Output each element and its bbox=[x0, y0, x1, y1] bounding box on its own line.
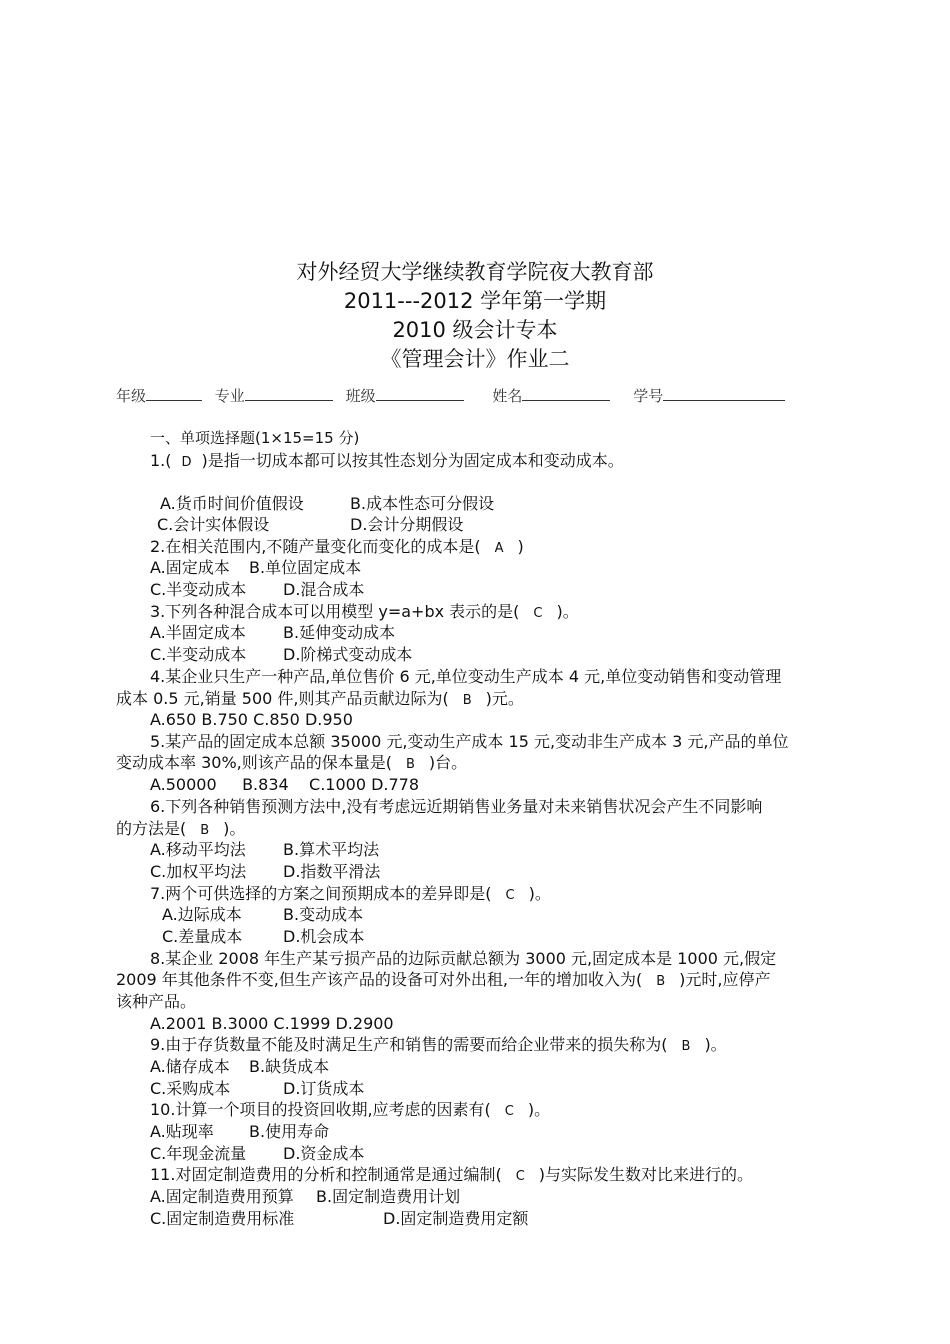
q11-option-b: B.固定制造费用计划 bbox=[316, 1187, 461, 1206]
q1-option-c: C.会计实体假设 bbox=[157, 515, 270, 534]
q7-option-c: C.差量成本 bbox=[162, 927, 243, 946]
semester-title: 2011---2012 学年第一学期 bbox=[343, 289, 607, 313]
answer-7: C bbox=[505, 888, 515, 903]
q7-option-b: B.变动成本 bbox=[283, 905, 364, 924]
question-4-line-2: 成本 0.5 元,销量 500 件,则其产品贡献边际为( B )元。 bbox=[116, 689, 524, 708]
question-6-line-1: 6.下列各种销售预测方法中,没有考虑远近期销售业务量对未来销售状况会产生不同影响 bbox=[150, 797, 763, 816]
q9-option-b: B.缺货成本 bbox=[249, 1057, 330, 1076]
answer-5: B bbox=[405, 757, 415, 772]
q3-option-b: B.延伸变动成本 bbox=[283, 623, 396, 642]
q9-option-d: D.订货成本 bbox=[283, 1079, 365, 1098]
question-5-line-1: 5.某产品的固定成本总额 35000 元,变动生产成本 15 元,变动非生产成本 3 元,产品的单位 bbox=[150, 732, 789, 751]
question-6-line-2: 的方法是( B )。 bbox=[116, 819, 246, 838]
institution-title: 对外经贸大学继续教育学院夜大教育部 bbox=[296, 260, 654, 284]
class-blank[interactable] bbox=[376, 386, 464, 401]
question-11: 11.对固定制造费用的分析和控制通常是通过编制( C )与实际发生数对比来进行的。 bbox=[150, 1165, 754, 1184]
answer-3: C bbox=[533, 606, 543, 621]
answer-9: B bbox=[681, 1039, 691, 1054]
q1-option-a: A.货币时间价值假设 bbox=[160, 494, 304, 513]
question-2: 2.在相关范围内,不随产量变化而变化的成本是( A ) bbox=[150, 537, 524, 556]
question-8-line-1: 8.某企业 2008 年生产某亏损产品的边际贡献总额为 3000 元,固定成本是 1000 元,假定 bbox=[150, 949, 777, 968]
question-3: 3.下列各种混合成本可以用模型 y=a+bx 表示的是( C )。 bbox=[150, 602, 579, 621]
q6-option-a: A.移动平均法 bbox=[150, 840, 246, 859]
major-blank[interactable] bbox=[245, 386, 333, 401]
section-title: 一、单项选择题(1×15=15 分) bbox=[150, 429, 360, 447]
answer-10: C bbox=[504, 1104, 514, 1119]
q2-option-a: A.固定成本 bbox=[150, 558, 230, 577]
q10-option-a: A.贴现率 bbox=[150, 1122, 214, 1141]
grade-blank[interactable] bbox=[146, 386, 202, 401]
q10-option-b: B.使用寿命 bbox=[249, 1122, 330, 1141]
q5-options: A.50000 B.834 C.1000 D.778 bbox=[150, 775, 420, 794]
q1-option-b: B.成本性态可分假设 bbox=[350, 494, 495, 513]
answer-4: B bbox=[462, 693, 472, 708]
grade-label: 年级 bbox=[116, 387, 147, 405]
question-4-line-1: 4.某企业只生产一种产品,单位售价 6 元,单位变动生产成本 4 元,单位变动销售和变动管理 bbox=[150, 667, 782, 686]
q4-options: A.650 B.750 C.850 D.950 bbox=[150, 710, 353, 729]
question-5-line-2: 变动成本率 30%,则该产品的保本量是( B )台。 bbox=[116, 753, 468, 772]
q10-option-d: D.资金成本 bbox=[283, 1144, 365, 1163]
q7-option-a: A.边际成本 bbox=[162, 905, 242, 924]
question-7: 7.两个可供选择的方案之间预期成本的差异即是( C )。 bbox=[150, 884, 551, 903]
q2-option-b: B.单位固定成本 bbox=[249, 558, 362, 577]
q3-option-d: D.阶梯式变动成本 bbox=[283, 645, 413, 664]
q6-option-d: D.指数平滑法 bbox=[283, 862, 381, 881]
student-id-blank[interactable] bbox=[663, 386, 785, 401]
answer-11: C bbox=[515, 1169, 525, 1184]
q2-option-d: D.混合成本 bbox=[283, 580, 365, 599]
answer-2: A bbox=[494, 541, 504, 556]
class-label: 班级 bbox=[345, 387, 376, 405]
answer-1: D bbox=[181, 455, 192, 470]
question-1: 1.( D )是指一切成本都可以按其性态划分为固定成本和变动成本。 bbox=[150, 451, 624, 470]
class-title: 2010 级会计专本 bbox=[392, 318, 558, 342]
q7-option-d: D.机会成本 bbox=[283, 927, 365, 946]
question-9: 9.由于存货数量不能及时满足生产和销售的需要而给企业带来的损失称为( B )。 bbox=[150, 1035, 727, 1054]
question-8-line-3: 该种产品。 bbox=[116, 992, 197, 1011]
q2-option-c: C.半变动成本 bbox=[150, 580, 247, 599]
q3-option-c: C.半变动成本 bbox=[150, 645, 247, 664]
q11-option-d: D.固定制造费用定额 bbox=[383, 1209, 529, 1228]
q6-option-c: C.加权平均法 bbox=[150, 862, 247, 881]
student-info-row bbox=[116, 385, 785, 406]
name-blank[interactable] bbox=[522, 386, 610, 401]
major-label: 专业 bbox=[214, 387, 245, 405]
q1-option-d: D.会计分期假设 bbox=[350, 515, 464, 534]
q11-option-c: C.固定制造费用标准 bbox=[150, 1209, 295, 1228]
answer-8: B bbox=[656, 974, 666, 989]
question-10: 10.计算一个项目的投资回收期,应考虑的因素有( C )。 bbox=[150, 1100, 551, 1119]
q10-option-c: C.年现金流量 bbox=[150, 1144, 247, 1163]
student-id-label: 学号 bbox=[633, 387, 664, 405]
answer-6: B bbox=[200, 823, 210, 838]
assignment-title: 《管理会计》作业二 bbox=[380, 347, 570, 371]
q8-options: A.2001 B.3000 C.1999 D.2900 bbox=[150, 1014, 394, 1033]
q3-option-a: A.半固定成本 bbox=[150, 623, 246, 642]
q11-option-a: A.固定制造费用预算 bbox=[150, 1187, 294, 1206]
question-8-line-2: 2009 年其他条件不变,但生产该产品的设备可对外出租,一年的增加收入为( B )元时,应停产 bbox=[116, 970, 771, 989]
q6-option-b: B.算术平均法 bbox=[283, 840, 380, 859]
q9-option-a: A.储存成本 bbox=[150, 1057, 230, 1076]
q9-option-c: C.采购成本 bbox=[150, 1079, 231, 1098]
name-label: 姓名 bbox=[492, 387, 523, 405]
